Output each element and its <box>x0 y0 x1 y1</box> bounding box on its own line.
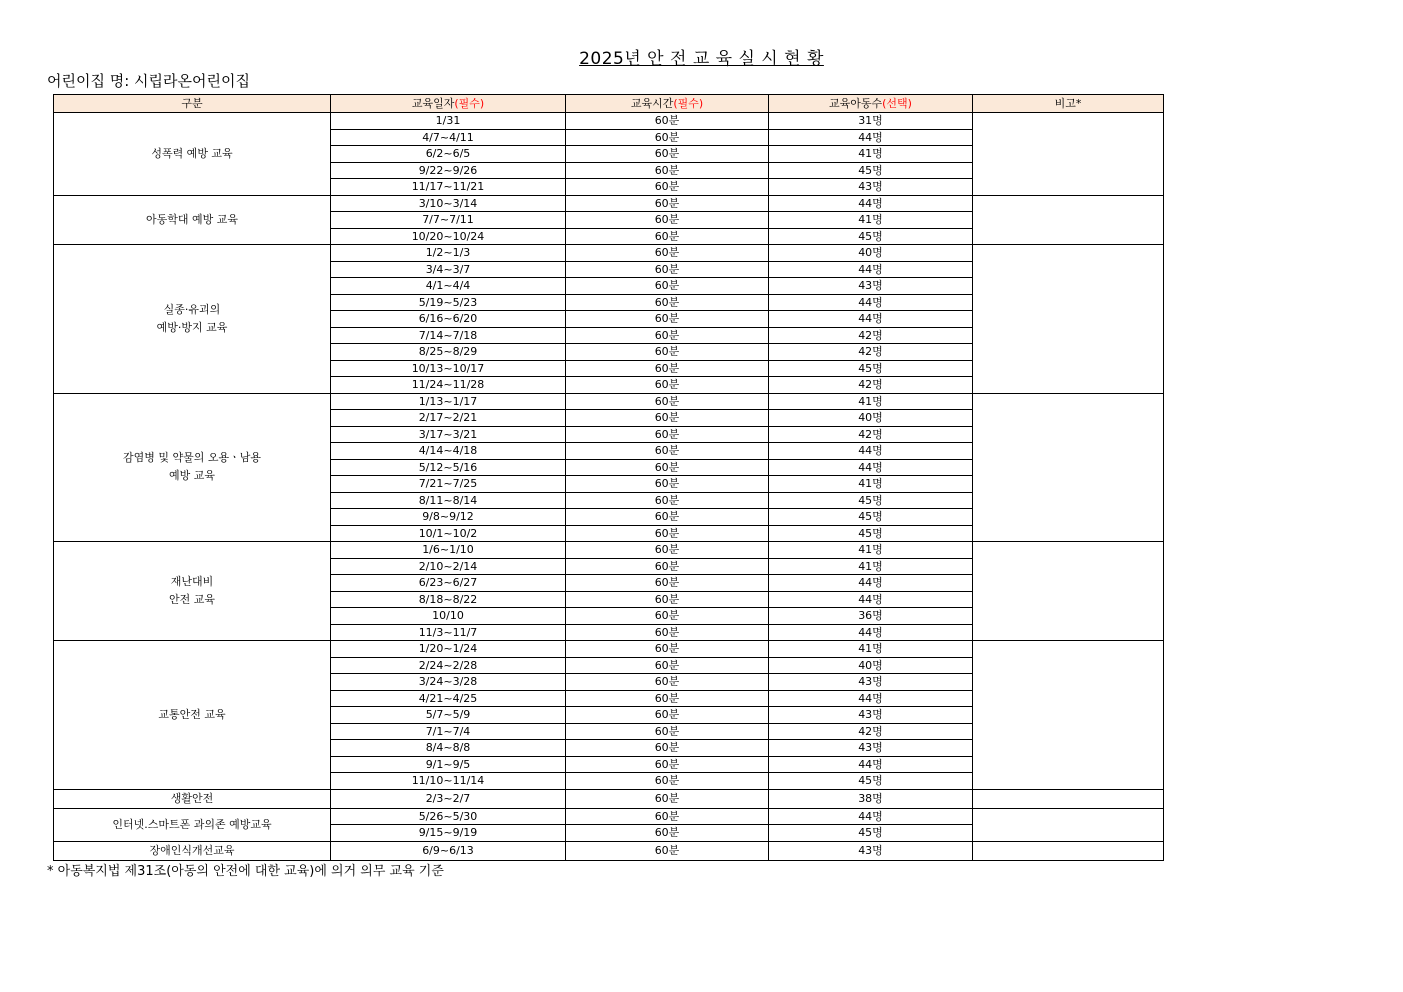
date-cell: 5/7~5/9 <box>331 707 566 724</box>
time-cell: 60분 <box>566 542 769 559</box>
count-cell: 42명 <box>769 344 973 361</box>
time-cell: 60분 <box>566 723 769 740</box>
date-cell: 7/14~7/18 <box>331 327 566 344</box>
count-cell: 43명 <box>769 179 973 196</box>
remarks-cell <box>973 113 1164 196</box>
date-cell: 10/10 <box>331 608 566 625</box>
count-cell: 45명 <box>769 162 973 179</box>
count-cell: 40명 <box>769 410 973 427</box>
date-cell: 9/8~9/12 <box>331 509 566 526</box>
count-cell: 45명 <box>769 509 973 526</box>
table-row <box>54 841 1164 860</box>
time-cell: 60분 <box>566 327 769 344</box>
count-cell: 44명 <box>769 690 973 707</box>
count-cell: 45명 <box>769 825 973 842</box>
time-cell: 60분 <box>566 808 769 825</box>
time-cell: 60분 <box>566 825 769 842</box>
time-cell: 60분 <box>566 575 769 592</box>
time-cell: 60분 <box>566 113 769 130</box>
date-cell: 11/24~11/28 <box>331 377 566 394</box>
remarks-cell <box>973 245 1164 394</box>
category-cell <box>54 841 331 860</box>
time-cell: 60분 <box>566 624 769 641</box>
time-cell: 60분 <box>566 525 769 542</box>
time-cell: 60분 <box>566 162 769 179</box>
time-cell: 60분 <box>566 558 769 575</box>
time-cell: 60분 <box>566 360 769 377</box>
table-row <box>54 113 1164 130</box>
remarks-cell <box>973 393 1164 542</box>
header-date: 교육일자(필수) <box>331 95 566 113</box>
count-cell: 42명 <box>769 723 973 740</box>
count-cell: 45명 <box>769 360 973 377</box>
time-cell: 60분 <box>566 261 769 278</box>
time-cell: 60분 <box>566 756 769 773</box>
daycare-name: 어린이집 명: 시립라온어린이집 <box>47 72 250 90</box>
table-header-row <box>54 95 1164 113</box>
category-label: 교통안전 교육 <box>158 707 226 721</box>
time-cell: 60분 <box>566 773 769 790</box>
date-cell: 8/4~8/8 <box>331 740 566 757</box>
date-cell: 11/17~11/21 <box>331 179 566 196</box>
time-cell: 60분 <box>566 459 769 476</box>
table-row <box>54 542 1164 559</box>
count-cell: 42명 <box>769 377 973 394</box>
count-cell: 41명 <box>769 542 973 559</box>
count-cell: 41명 <box>769 146 973 163</box>
category-cell <box>54 641 331 790</box>
time-cell: 60분 <box>566 509 769 526</box>
date-cell: 9/15~9/19 <box>331 825 566 842</box>
date-cell: 10/13~10/17 <box>331 360 566 377</box>
date-cell: 11/10~11/14 <box>331 773 566 790</box>
remarks-cell <box>973 841 1164 860</box>
category-label: 예방 교육 <box>168 469 215 483</box>
education-table <box>53 94 1164 861</box>
count-cell: 45명 <box>769 228 973 245</box>
count-cell: 41명 <box>769 476 973 493</box>
page-title: 2025년 안 전 교 육 실 시 현 황 <box>579 49 824 69</box>
footnote: * 아동복지법 제31조(아동의 안전에 대한 교육)에 의거 의무 교육 기준 <box>47 864 444 879</box>
date-cell: 2/10~2/14 <box>331 558 566 575</box>
table-row <box>54 808 1164 825</box>
date-cell: 7/7~7/11 <box>331 212 566 229</box>
time-cell: 60분 <box>566 657 769 674</box>
count-cell: 36명 <box>769 608 973 625</box>
remarks-cell <box>973 542 1164 641</box>
count-cell: 44명 <box>769 756 973 773</box>
count-cell: 41명 <box>769 641 973 658</box>
count-cell: 41명 <box>769 393 973 410</box>
header-category: 구분 <box>54 95 331 113</box>
count-cell: 44명 <box>769 261 973 278</box>
category-label: 아동학대 예방 교육 <box>145 212 238 226</box>
count-cell: 40명 <box>769 245 973 262</box>
time-cell: 60분 <box>566 294 769 311</box>
time-cell: 60분 <box>566 195 769 212</box>
date-cell: 2/24~2/28 <box>331 657 566 674</box>
category-cell <box>54 113 331 196</box>
date-cell: 8/11~8/14 <box>331 492 566 509</box>
time-cell: 60분 <box>566 608 769 625</box>
count-cell: 44명 <box>769 624 973 641</box>
count-cell: 43명 <box>769 707 973 724</box>
count-cell: 42명 <box>769 327 973 344</box>
category-label: 예방·방지 교육 <box>156 320 228 334</box>
count-cell: 44명 <box>769 443 973 460</box>
remarks-cell <box>973 195 1164 245</box>
category-label: 장애인식개선교육 <box>149 843 235 857</box>
count-cell: 45명 <box>769 525 973 542</box>
time-cell: 60분 <box>566 311 769 328</box>
time-cell: 60분 <box>566 245 769 262</box>
category-label: 생활안전 <box>170 791 214 805</box>
date-cell: 2/3~2/7 <box>331 789 566 808</box>
table-row <box>54 641 1164 658</box>
time-cell: 60분 <box>566 443 769 460</box>
date-cell: 10/20~10/24 <box>331 228 566 245</box>
category-cell <box>54 195 331 245</box>
count-cell: 45명 <box>769 492 973 509</box>
date-cell: 3/24~3/28 <box>331 674 566 691</box>
time-cell: 60분 <box>566 228 769 245</box>
table-row <box>54 195 1164 212</box>
time-cell: 60분 <box>566 841 769 860</box>
time-cell: 60분 <box>566 393 769 410</box>
count-cell: 44명 <box>769 129 973 146</box>
time-cell: 60분 <box>566 740 769 757</box>
category-label: 안전 교육 <box>168 593 215 606</box>
time-cell: 60분 <box>566 179 769 196</box>
category-cell <box>54 808 331 841</box>
count-cell: 40명 <box>769 657 973 674</box>
category-label: 재난대비 <box>170 575 214 588</box>
time-cell: 60분 <box>566 690 769 707</box>
date-cell: 4/1~4/4 <box>331 278 566 295</box>
category-cell <box>54 542 331 641</box>
date-cell: 7/21~7/25 <box>331 476 566 493</box>
category-cell <box>54 393 331 542</box>
date-cell: 10/1~10/2 <box>331 525 566 542</box>
remarks-cell <box>973 808 1164 841</box>
date-cell: 5/19~5/23 <box>331 294 566 311</box>
date-cell: 6/2~6/5 <box>331 146 566 163</box>
category-label: 성폭력 예방 교육 <box>151 146 233 160</box>
date-cell: 3/10~3/14 <box>331 195 566 212</box>
header-count: 교육아동수(선택) <box>769 95 973 113</box>
count-cell: 45명 <box>769 773 973 790</box>
remarks-cell <box>973 789 1164 808</box>
time-cell: 60분 <box>566 212 769 229</box>
category-label: 실종·유괴의 <box>163 302 221 316</box>
category-cell <box>54 245 331 394</box>
date-cell: 2/17~2/21 <box>331 410 566 427</box>
count-cell: 38명 <box>769 789 973 808</box>
time-cell: 60분 <box>566 377 769 394</box>
time-cell: 60분 <box>566 146 769 163</box>
header-time: 교육시간(필수) <box>566 95 769 113</box>
date-cell: 9/1~9/5 <box>331 756 566 773</box>
remarks-cell <box>973 641 1164 790</box>
time-cell: 60분 <box>566 129 769 146</box>
table-row <box>54 789 1164 808</box>
count-cell: 44명 <box>769 591 973 608</box>
table-row <box>54 245 1164 262</box>
count-cell: 43명 <box>769 740 973 757</box>
time-cell: 60분 <box>566 789 769 808</box>
time-cell: 60분 <box>566 476 769 493</box>
count-cell: 44명 <box>769 575 973 592</box>
time-cell: 60분 <box>566 641 769 658</box>
date-cell: 1/31 <box>331 113 566 130</box>
date-cell: 4/7~4/11 <box>331 129 566 146</box>
time-cell: 60분 <box>566 707 769 724</box>
date-cell: 11/3~11/7 <box>331 624 566 641</box>
count-cell: 44명 <box>769 808 973 825</box>
date-cell: 3/17~3/21 <box>331 426 566 443</box>
header-remarks: 비고* <box>973 95 1164 113</box>
category-cell <box>54 789 331 808</box>
count-cell: 31명 <box>769 113 973 130</box>
count-cell: 41명 <box>769 558 973 575</box>
date-cell: 6/9~6/13 <box>331 841 566 860</box>
time-cell: 60분 <box>566 426 769 443</box>
date-cell: 4/14~4/18 <box>331 443 566 460</box>
category-label: 감염병 및 약물의 오용ㆍ남용 <box>122 451 261 465</box>
count-cell: 44명 <box>769 311 973 328</box>
date-cell: 8/18~8/22 <box>331 591 566 608</box>
time-cell: 60분 <box>566 344 769 361</box>
time-cell: 60분 <box>566 492 769 509</box>
date-cell: 5/26~5/30 <box>331 808 566 825</box>
date-cell: 1/2~1/3 <box>331 245 566 262</box>
time-cell: 60분 <box>566 278 769 295</box>
date-cell: 7/1~7/4 <box>331 723 566 740</box>
date-cell: 8/25~8/29 <box>331 344 566 361</box>
count-cell: 44명 <box>769 294 973 311</box>
date-cell: 3/4~3/7 <box>331 261 566 278</box>
count-cell: 43명 <box>769 841 973 860</box>
count-cell: 42명 <box>769 426 973 443</box>
date-cell: 6/16~6/20 <box>331 311 566 328</box>
date-cell: 5/12~5/16 <box>331 459 566 476</box>
count-cell: 43명 <box>769 278 973 295</box>
time-cell: 60분 <box>566 410 769 427</box>
count-cell: 44명 <box>769 195 973 212</box>
count-cell: 44명 <box>769 459 973 476</box>
time-cell: 60분 <box>566 674 769 691</box>
date-cell: 1/13~1/17 <box>331 393 566 410</box>
date-cell: 4/21~4/25 <box>331 690 566 707</box>
date-cell: 1/6~1/10 <box>331 542 566 559</box>
count-cell: 43명 <box>769 674 973 691</box>
category-label: 인터넷.스마트폰 과의존 예방교육 <box>112 817 272 831</box>
date-cell: 9/22~9/26 <box>331 162 566 179</box>
time-cell: 60분 <box>566 591 769 608</box>
date-cell: 6/23~6/27 <box>331 575 566 592</box>
date-cell: 1/20~1/24 <box>331 641 566 658</box>
table-row <box>54 393 1164 410</box>
count-cell: 41명 <box>769 212 973 229</box>
